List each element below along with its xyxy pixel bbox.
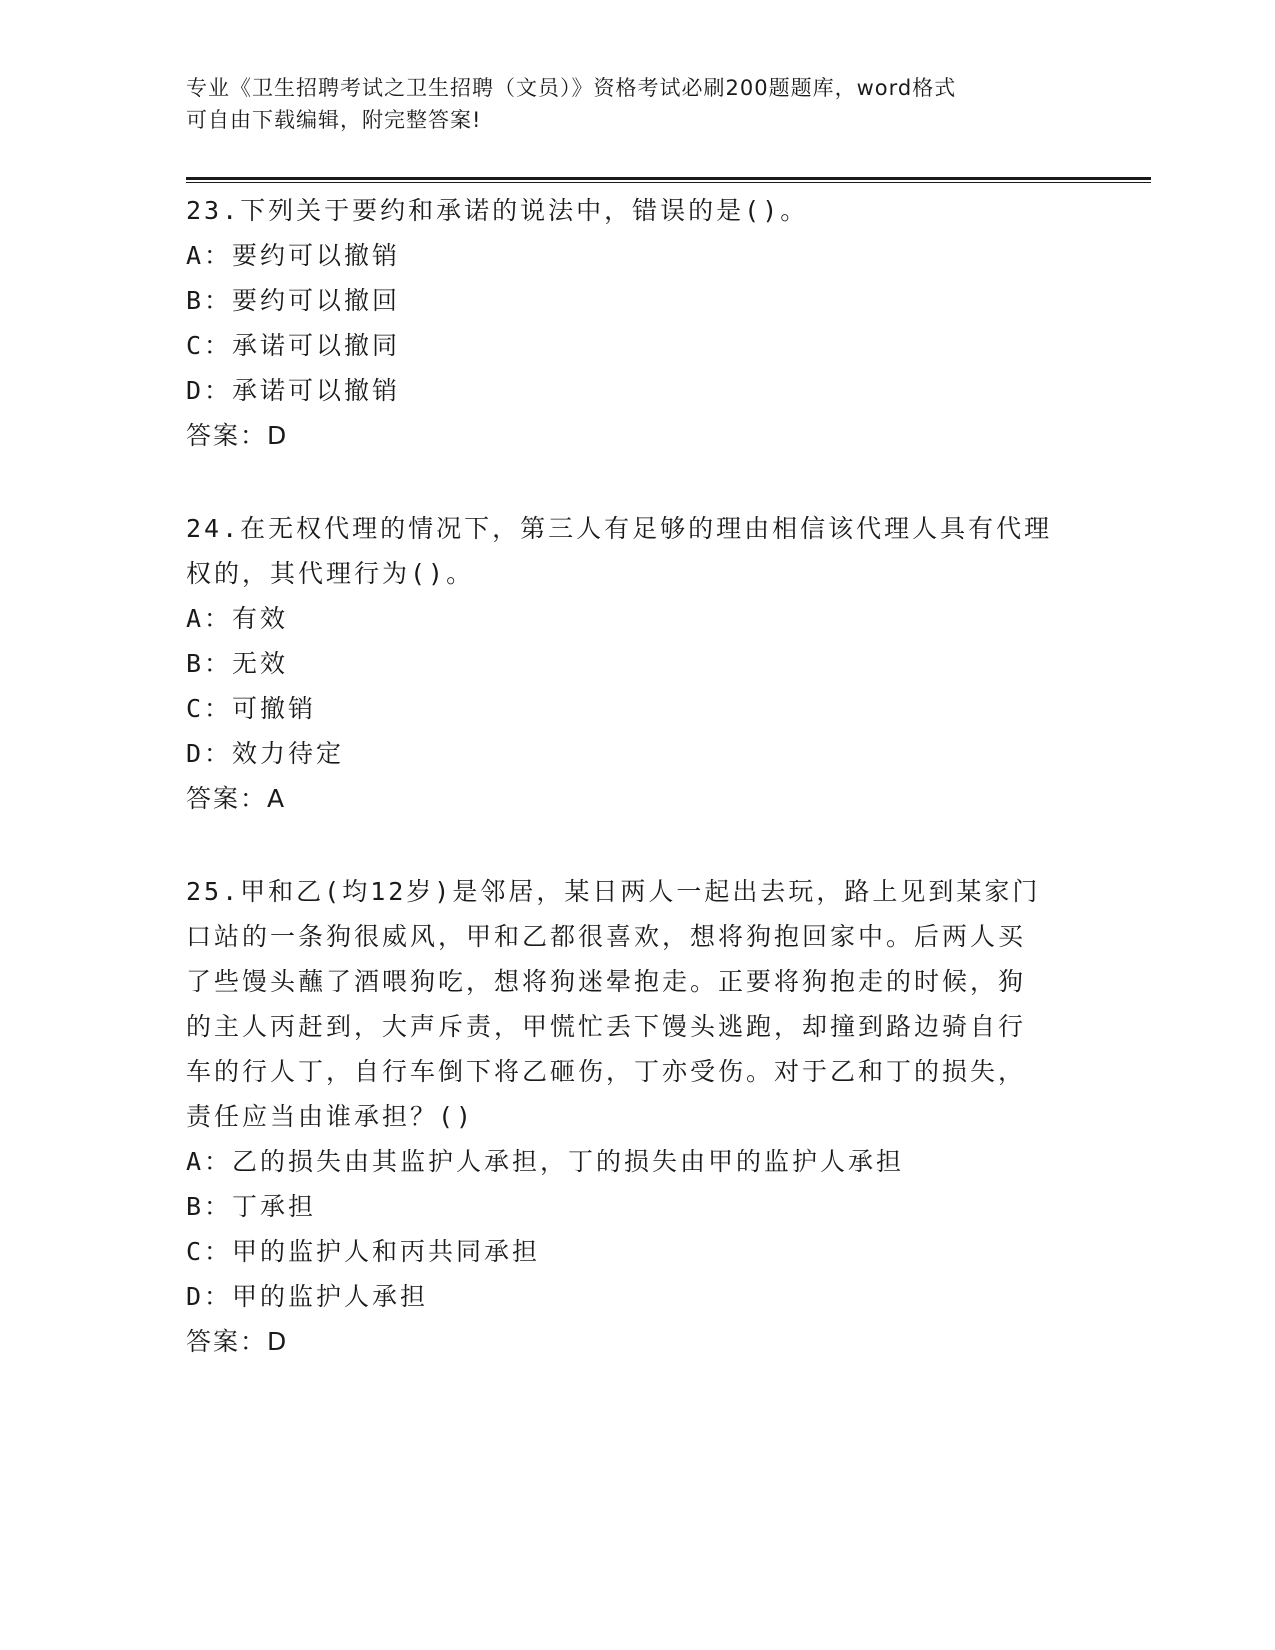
question-stem-line: 24.在无权代理的情况下，第三人有足够的理由相信该代理人具有代理 xyxy=(186,514,1053,543)
option-a: A：要约可以撤销 xyxy=(186,241,401,270)
question-stem-line: 的主人丙赶到，大声斥责，甲慌忙丢下馒头逃跑，却撞到路边骑自行 xyxy=(186,1012,1027,1041)
header-divider-thick xyxy=(186,177,1151,180)
option-c: C：承诺可以撤同 xyxy=(186,331,401,360)
option-b: B：丁承担 xyxy=(186,1192,317,1221)
option-b: B：无效 xyxy=(186,649,289,678)
answer-line: 答案：D xyxy=(186,421,289,450)
question-23 xyxy=(186,188,1066,458)
question-stem-line: 责任应当由谁承担？() xyxy=(186,1102,475,1131)
question-stem xyxy=(186,188,1066,233)
question-25 xyxy=(186,869,1066,1364)
document-header xyxy=(186,72,1086,136)
question-stem-line: 权的，其代理行为()。 xyxy=(186,559,475,588)
question-24 xyxy=(186,506,1066,821)
question-stem-line: 了些馒头蘸了酒喂狗吃，想将狗迷晕抱走。正要将狗抱走的时候，狗 xyxy=(186,967,1027,996)
answer-line: 答案：D xyxy=(186,1327,289,1356)
option-a: A：乙的损失由其监护人承担，丁的损失由甲的监护人承担 xyxy=(186,1147,905,1176)
option-c: C：甲的监护人和丙共同承担 xyxy=(186,1237,541,1266)
option-b: B：要约可以撤回 xyxy=(186,286,401,315)
option-d: D：效力待定 xyxy=(186,739,345,768)
question-stem-line: 车的行人丁，自行车倒下将乙砸伤，丁亦受伤。对于乙和丁的损失， xyxy=(186,1057,1027,1086)
option-d: D：承诺可以撤销 xyxy=(186,376,401,405)
question-stem-line: 25.甲和乙(均12岁)是邻居，某日两人一起出去玩，路上见到某家门 xyxy=(186,877,1041,906)
option-c: C：可撤销 xyxy=(186,694,317,723)
option-a: A：有效 xyxy=(186,604,289,633)
question-stem-line: 23.下列关于要约和承诺的说法中，错误的是()。 xyxy=(186,196,809,225)
header-title-line-1: 专业《卫生招聘考试之卫生招聘（文员）》资格考试必刷200题题库，word格式 xyxy=(186,76,957,100)
header-title-line-2: 可自由下载编辑，附完整答案! xyxy=(186,108,482,132)
option-d: D：甲的监护人承担 xyxy=(186,1282,429,1311)
question-stem-line: 口站的一条狗很威风，甲和乙都很喜欢，想将狗抱回家中。后两人买 xyxy=(186,922,1027,951)
question-stem xyxy=(186,869,1066,1139)
answer-line: 答案：A xyxy=(186,784,287,813)
question-stem xyxy=(186,506,1066,596)
question-list xyxy=(186,188,1066,1412)
header-divider-thin xyxy=(186,182,1151,183)
